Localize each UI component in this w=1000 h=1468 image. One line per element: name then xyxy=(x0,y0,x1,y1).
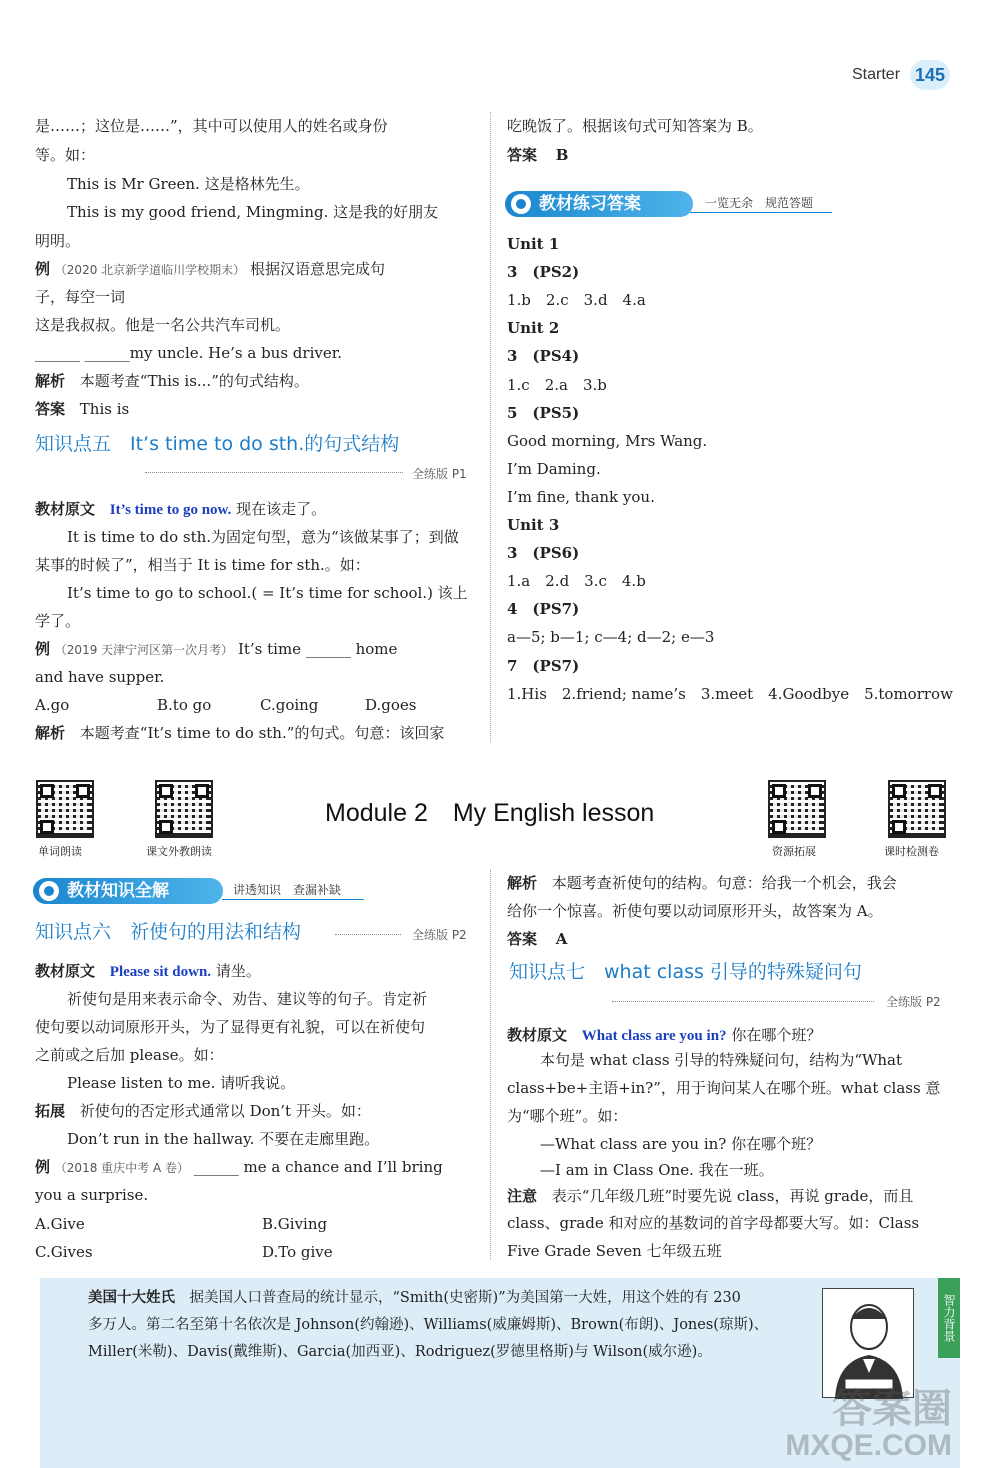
text-line: and have supper. xyxy=(35,668,165,686)
text-line: 是……；这位是……”，其中可以使用人的姓名或身份 xyxy=(35,117,388,135)
watermark-logo: 答案圈 xyxy=(832,1387,952,1431)
analysis-label: 解析 xyxy=(507,874,538,892)
page-number: 145 xyxy=(910,60,950,90)
banner-title: 教材练习答案 xyxy=(539,194,641,214)
qr-code[interactable] xyxy=(888,780,946,838)
text-line: class、grade 和对应的基数词的首字母都要大写。如：Class xyxy=(507,1214,920,1232)
original-label: 教材原文 xyxy=(507,1026,568,1044)
text-line: 使句要以动词原形开头，为了显得更有礼貌，可以在祈使句 xyxy=(35,1018,426,1036)
answer-line: I’m Daming. xyxy=(507,459,601,478)
kp6-source: 全练版 P2 xyxy=(412,928,467,942)
answer-label: 答案 xyxy=(507,146,538,164)
answer-line: Unit 1 xyxy=(507,235,560,253)
text-line: 这是我叔叔。他是一名公共汽车司机。 xyxy=(35,316,291,334)
analysis-text: 本题考查祈使句的结构。句意：给我一个机会，我会 xyxy=(551,874,897,892)
extension-text: 祈使句的否定形式通常以 Don’t 开头。如： xyxy=(79,1102,371,1120)
example-label: 例 xyxy=(35,1158,51,1176)
dotted-leader xyxy=(612,1001,874,1002)
text-line: Please listen to me. 请听我说。 xyxy=(67,1074,296,1092)
text-line: 之前或之后加 please。如： xyxy=(35,1046,224,1064)
answer-line: 3 (PS4) xyxy=(507,347,580,366)
qr-code[interactable] xyxy=(36,780,94,838)
example-source: （2019 天津宁河区第一次月考） xyxy=(54,643,234,657)
text-line: 多万人。第二名至第十名依次是 Johnson(约翰逊)、Williams(威廉姆斯)、Brown(布朗)、Jones(琼斯)、 xyxy=(88,1317,769,1333)
banner-rule xyxy=(690,212,832,213)
analysis-text: 本题考查“It’s time to do sth.”的句式。句意：该回家 xyxy=(79,724,445,742)
answer-line: Good morning, Mrs Wang. xyxy=(507,431,708,450)
answer-text: A xyxy=(555,930,568,948)
text-line: 明明。 xyxy=(35,232,81,250)
answer-line: 1.His 2.friend; name’s 3.meet 4.Goodbye 5.tomorrow xyxy=(507,684,953,703)
watermark-url: MXQE.COM xyxy=(785,1429,952,1462)
example-question: 根据汉语意思完成句 xyxy=(249,260,385,278)
example-label: 例 xyxy=(35,260,51,278)
knowledge-banner xyxy=(33,878,223,904)
text-line: 某事的时候了”，相当于 It is time for sth.。如： xyxy=(35,556,370,574)
text-line: Don’t run in the hallway. 不要在走廊里跑。 xyxy=(67,1130,380,1148)
bullhorn-icon xyxy=(39,881,59,901)
text-line: Miller(米勒)、Davis(戴维斯)、Garcia(加西亚)、Rodriguez(罗德里格斯)与 Wilson(威尔逊)。 xyxy=(88,1344,712,1360)
dotted-leader xyxy=(335,934,401,935)
text-line: 祈使句是用来表示命令、劝告、建议等的句子。肯定祈 xyxy=(67,990,428,1008)
text-line: —What class are you in? 你在哪个班？ xyxy=(540,1135,822,1153)
option-d: D.To give xyxy=(262,1243,333,1261)
background-tag: 智力背景 xyxy=(938,1278,960,1358)
text-line: It is time to do sth.为固定句型，意为“该做某事了；到做 xyxy=(67,528,459,546)
answer-line: Unit 2 xyxy=(507,319,560,338)
answer-line: a—5; b—1; c—4; d—2; e—3 xyxy=(507,628,715,647)
module-title: Module 2 My English lesson xyxy=(325,799,655,827)
text-line: —I am in Class One. 我在一班。 xyxy=(540,1161,774,1179)
example-source: （2020 北京新学道临川学校期末） xyxy=(54,263,246,277)
text-line: This is Mr Green. 这是格林先生。 xyxy=(67,175,310,193)
watermark xyxy=(785,1388,952,1462)
qr-caption: 资源拓展 xyxy=(772,845,816,858)
qr-caption: 课文外教朗读 xyxy=(146,845,212,858)
kp7-source: 全练版 P2 xyxy=(886,995,941,1009)
kp6-title: 知识点六 祈使句的用法和结构 xyxy=(35,921,302,943)
column-divider xyxy=(490,112,491,742)
original-en: It’s time to go now. xyxy=(109,502,232,518)
portrait-illustration xyxy=(822,1288,914,1398)
text-line: 等。如： xyxy=(35,146,96,164)
original-label: 教材原文 xyxy=(35,962,96,980)
answer-line: 3 (PS2) xyxy=(507,263,580,282)
text-line: 吃晚饭了。根据该句式可知答案为 B。 xyxy=(507,117,763,135)
section-label: Starter xyxy=(852,66,901,83)
answer-line: Unit 3 xyxy=(507,516,560,534)
exercise-answers-banner xyxy=(505,191,693,217)
background-info-text xyxy=(88,1284,848,1366)
example-label: 例 xyxy=(35,640,51,658)
answer-text: This is xyxy=(79,400,130,418)
answer-line: I’m fine, thank you. xyxy=(507,487,655,506)
qr-code[interactable] xyxy=(155,780,213,838)
note-text: 表示“几年级几班”时要先说 class，再说 grade，而且 xyxy=(551,1187,914,1205)
text-line: 为“哪个班”。如： xyxy=(507,1107,628,1125)
analysis-text: 本题考查“This is...”的句式结构。 xyxy=(79,372,309,390)
bullhorn-icon xyxy=(511,194,531,214)
original-cn: 你在哪个班？ xyxy=(731,1026,822,1044)
analysis-label: 解析 xyxy=(35,724,66,742)
background-info-title: 美国十大姓氏 xyxy=(88,1289,175,1306)
answer-label: 答案 xyxy=(507,930,538,948)
kp5-source: 全练版 P1 xyxy=(412,467,467,481)
kp5-title: 知识点五 It’s time to do sth.的句式结构 xyxy=(35,433,400,455)
option-a: A.go xyxy=(35,696,70,714)
text-line: you a surprise. xyxy=(35,1186,149,1204)
option-a: A.Give xyxy=(35,1215,85,1233)
option-c: C.going xyxy=(260,696,319,714)
text-line: 本句是 what class 引导的特殊疑问句，结构为“What xyxy=(540,1051,903,1069)
banner-rule xyxy=(222,899,364,900)
text-line: 据美国人口普查局的统计显示，“Smith(史密斯)”为美国第一大姓，用这个姓的有 230 xyxy=(189,1290,741,1306)
answer-text: B xyxy=(555,146,569,164)
answer-line: 7 (PS7) xyxy=(507,656,580,675)
qr-caption: 单词朗读 xyxy=(38,845,82,858)
example-source: （2018 重庆中考 A 卷） xyxy=(54,1161,189,1175)
note-label: 注意 xyxy=(507,1187,538,1205)
option-d: D.goes xyxy=(365,696,417,714)
option-c: C.Gives xyxy=(35,1243,93,1261)
text-line: 学了。 xyxy=(35,612,81,630)
banner-subtitle: 讲透知识 查漏补缺 xyxy=(233,883,342,897)
text-line: It’s time to go to school.( = It’s time for school.) 该上 xyxy=(67,584,468,602)
text-line: 给你一个惊喜。祈使句要以动词原形开头，故答案为 A。 xyxy=(507,902,883,920)
text-line: 子，每空一词 xyxy=(35,288,126,306)
original-cn: 请坐。 xyxy=(215,962,261,980)
qr-code[interactable] xyxy=(768,780,826,838)
text-line: class+be+主语+in?”，用于询问某人在哪个班。what class 意 xyxy=(507,1079,941,1097)
answer-line: 1.c 2.a 3.b xyxy=(507,375,607,394)
option-b: B.to go xyxy=(157,696,212,714)
background-info-box xyxy=(40,1278,960,1468)
dotted-leader xyxy=(145,472,403,473)
answer-line: 1.a 2.d 3.c 4.b xyxy=(507,572,646,591)
original-en: What class are you in? xyxy=(581,1028,727,1044)
banner-title: 教材知识全解 xyxy=(67,881,169,901)
answer-label: 答案 xyxy=(35,400,66,418)
extension-label: 拓展 xyxy=(35,1102,66,1120)
text-line: Five Grade Seven 七年级五班 xyxy=(507,1242,722,1260)
answer-line: 3 (PS6) xyxy=(507,544,580,563)
banner-subtitle: 一览无余 规范答题 xyxy=(705,196,814,210)
answer-line: 4 (PS7) xyxy=(507,600,580,619)
answer-line: 5 (PS5) xyxy=(507,403,580,422)
blank-sentence: ______ ______my uncle. He’s a bus driver. xyxy=(35,344,343,362)
example-question: ______ me a chance and I’ll bring xyxy=(193,1158,443,1176)
kp7-title: 知识点七 what class 引导的特殊疑问句 xyxy=(509,961,862,983)
original-label: 教材原文 xyxy=(35,500,96,518)
example-question: It’s time ______ home xyxy=(237,640,398,658)
qr-caption: 课时检测卷 xyxy=(884,845,939,858)
answer-line: 1.b 2.c 3.d 4.a xyxy=(507,291,646,310)
column-divider xyxy=(490,870,491,1260)
text-line: This is my good friend, Mingming. 这是我的好朋友 xyxy=(67,203,439,221)
option-b: B.Giving xyxy=(262,1215,328,1233)
original-cn: 现在该走了。 xyxy=(236,500,327,518)
analysis-label: 解析 xyxy=(35,372,66,390)
original-en: Please sit down. xyxy=(109,964,212,980)
